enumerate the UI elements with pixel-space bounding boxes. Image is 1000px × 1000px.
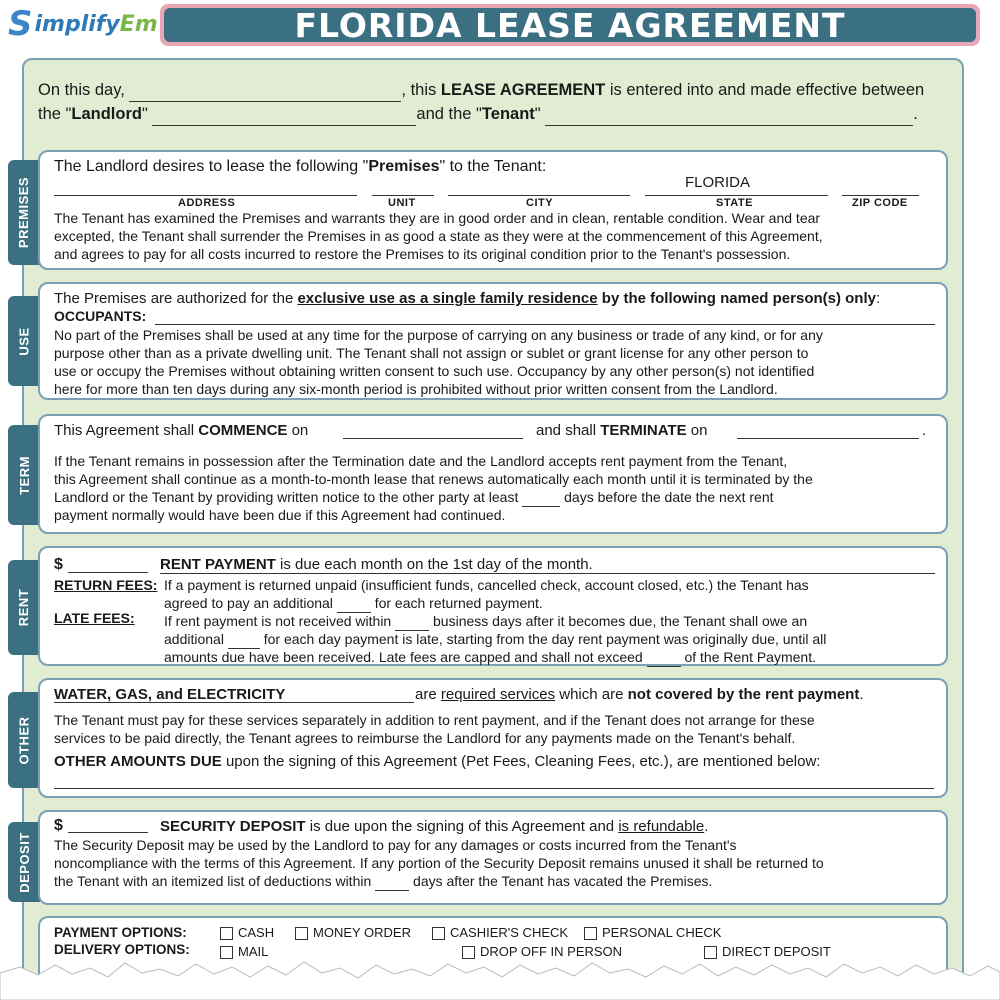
cash-checkbox[interactable] (220, 927, 233, 940)
payment-options-label: PAYMENT OPTIONS: (54, 925, 187, 940)
page-title: FLORIDA LEASE AGREEMENT (294, 5, 846, 45)
text: The Premises are authorized for the (54, 290, 298, 307)
text: DIRECT DEPOSIT (722, 944, 831, 959)
use-section (38, 282, 948, 400)
commence-date-field[interactable] (343, 438, 523, 439)
text: upon the signing of this Agreement (Pet Fees, Cleaning Fees, etc.), are mentioned below: (221, 753, 821, 770)
text: is due upon the signing of this Agreement and (305, 818, 619, 835)
other-text-1: The Tenant must pay for these services separately in addition to rent payment, and if the Tenant does not arrange for these (54, 712, 815, 728)
commence-label: COMMENCE (198, 422, 288, 439)
rent-section (38, 546, 948, 666)
deposit-return-days-field[interactable] (375, 877, 409, 891)
tab-term (8, 425, 40, 525)
term-terminate (536, 422, 707, 440)
tab-rent (8, 560, 40, 655)
option-cashiers-check[interactable] (432, 924, 568, 942)
other-amounts-label: OTHER AMOUNTS DUE (54, 753, 222, 770)
tab-label: RENT (16, 588, 32, 627)
state-label: STATE (716, 197, 753, 209)
return-fee-field[interactable] (337, 599, 371, 613)
refundable: is refundable (618, 818, 705, 835)
deposit-section (38, 810, 948, 905)
premises-text-1: The Tenant has examined the Premises and warrants they are in good order and in clean, rentable condition. Wear and tear (54, 210, 821, 226)
deposit-text (160, 818, 708, 836)
tab-label: TERM (16, 455, 32, 495)
use-text-2: purpose other than as a private dwelling unit. The Tenant shall not assign or sublet or grant license for any other person to (54, 345, 809, 361)
other-amounts (54, 753, 820, 771)
tab-other (8, 692, 40, 788)
address-label: ADDRESS (178, 197, 236, 209)
text: . (859, 686, 864, 703)
late-text-1 (164, 613, 807, 631)
landlord-name-field[interactable] (152, 108, 416, 126)
term-intro (54, 422, 308, 440)
intro-paragraph (38, 78, 953, 126)
text: which are (555, 686, 628, 703)
term-text-3 (54, 489, 774, 507)
deposit-text-1: The Security Deposit may be used by the Landlord to pay for any damages or costs incurred from the Tenant's (54, 837, 737, 853)
logo-wordmark (35, 12, 158, 37)
rent-payment-text (160, 556, 593, 574)
text: MONEY ORDER (313, 925, 411, 940)
text: is due each month on the 1st day of the month. (275, 556, 593, 573)
unit-label: UNIT (388, 197, 416, 209)
intro-landlord: Landlord (71, 105, 142, 123)
simplifyem-logo (8, 6, 158, 42)
intro-text: , this (401, 81, 441, 99)
text: CASHIER'S CHECK (450, 925, 569, 940)
return-fees-label: RETURN FEES: (54, 577, 158, 593)
text: agreed to pay an additional (164, 595, 333, 611)
tab-label: DEPOSIT (16, 831, 32, 893)
late-text-2 (164, 631, 826, 649)
text: the Tenant with an itemized list of deductions within (54, 873, 372, 889)
tab-deposit (8, 822, 40, 902)
intro-text: and the " (416, 105, 482, 123)
late-fees-label: LATE FEES: (54, 610, 135, 626)
intro-text: " (141, 105, 148, 123)
other-amounts-field[interactable] (54, 788, 934, 789)
use-text-3: use or occupy the Premises without obtaining written consent to such use. Occupancy by any other person(s) not identified (54, 363, 815, 379)
text: days after the Tenant has vacated the Premises. (413, 873, 713, 889)
return-text-2 (164, 595, 543, 613)
terminate-label: TERMINATE (600, 422, 687, 439)
deposit-amount-field[interactable] (68, 832, 148, 833)
not-covered: not covered by the rent payment (627, 686, 860, 703)
term-section (38, 414, 948, 534)
late-fee-field[interactable] (228, 635, 260, 649)
text: This Agreement shall (54, 422, 199, 439)
use-exclusive: exclusive use as a single family residence (297, 290, 598, 307)
logo-s-mark: S (8, 4, 33, 44)
rent-dollar: $ (54, 556, 63, 573)
text: Landlord or the Tenant by providing written notice to the other party at least (54, 489, 519, 505)
option-personal-check[interactable] (584, 924, 721, 942)
term-period: . (922, 422, 927, 439)
text: . (704, 818, 709, 835)
text: additional (164, 631, 224, 647)
text: If rent payment is not received within (164, 613, 392, 629)
deposit-text-2: noncompliance with the terms of this Agreement. If any portion of the Security Deposit remains unused it shall be returned to (54, 855, 824, 871)
late-text-3 (164, 649, 816, 667)
other-section (38, 678, 948, 798)
intro-text: the " (38, 105, 72, 123)
city-field[interactable] (448, 195, 630, 196)
text: for each returned payment. (374, 595, 543, 611)
text: CASH (238, 925, 275, 940)
other-text-2: services to be paid directly, the Tenant agrees to reimburse the Landlord for any payments made on the Tenant's behalf. (54, 730, 796, 746)
grace-days-field[interactable] (395, 617, 429, 631)
logo-text-b: Em (119, 11, 158, 37)
deposit-text-3 (54, 873, 712, 891)
return-text-1: If a payment is returned unpaid (insufficient funds, cancelled check, account closed, etc.) the Tenant has (164, 577, 809, 593)
text: are (415, 686, 441, 703)
intro-line-2 (38, 102, 953, 126)
zip-field[interactable] (842, 195, 919, 196)
intro-lease-agreement: LEASE AGREEMENT (440, 81, 606, 99)
intro-line-1 (38, 78, 953, 102)
intro-text: . (913, 105, 918, 123)
option-cash[interactable] (220, 924, 274, 942)
premises-bold: Premises (368, 158, 440, 175)
security-deposit-label: SECURITY DEPOSIT (160, 818, 306, 835)
term-text-4: payment normally would have been due if this Agreement had continued. (54, 507, 506, 523)
utilities-label: WATER, GAS, and ELECTRICITY (54, 686, 286, 703)
title-bar-inner (164, 5, 976, 45)
intro-text: is entered into and made effective between (605, 81, 925, 99)
terminate-date-field[interactable] (737, 438, 919, 439)
utilities-text (54, 686, 285, 704)
money-order-checkbox[interactable] (295, 927, 308, 940)
tab-premises (8, 160, 40, 265)
text: : (875, 290, 881, 307)
city-label: CITY (526, 197, 554, 209)
text: on (287, 422, 309, 439)
zip-label: ZIP CODE (852, 197, 908, 209)
state-value[interactable]: FLORIDA (685, 174, 751, 191)
delivery-options-label: DELIVERY OPTIONS: (54, 942, 190, 957)
premises-section (38, 150, 948, 270)
intro-text: On this day, (38, 81, 125, 99)
cashiers-check-checkbox[interactable] (432, 927, 445, 940)
use-bold: by the following named person(s) only (597, 290, 876, 307)
address-field[interactable] (54, 195, 357, 196)
occupants-label: OCCUPANTS: (54, 308, 147, 324)
text: " to the Tenant: (439, 158, 547, 175)
utilities-underline (54, 702, 414, 703)
term-text-2: this Agreement shall continue as a month-to-month lease that renews automatically each month until it is terminated by the (54, 471, 813, 487)
rent-payment-label: RENT PAYMENT (160, 556, 276, 573)
deposit-dollar: $ (54, 817, 63, 834)
rent-underline (160, 573, 935, 574)
term-text-1: If the Tenant remains in possession after the Termination date and the Landlord accepts rent payment from the Tenant, (54, 453, 788, 469)
notice-days-field[interactable] (522, 493, 560, 507)
use-text-4: here for more than ten days during any six-month period is prohibited without prior written consent from the Landlord. (54, 381, 778, 397)
date-field[interactable] (129, 84, 401, 102)
torn-paper-edge (0, 955, 1000, 1000)
option-money-order[interactable] (295, 924, 411, 942)
text: of the Rent Payment. (684, 649, 816, 665)
text: MAIL (238, 944, 269, 959)
text: amounts due have been received. Late fees are capped and shall not exceed (164, 649, 643, 665)
use-text-1: No part of the Premises shall be used at any time for the purpose of carrying on any business or trade of any kind, or for any (54, 327, 823, 343)
required-services: required services (440, 686, 556, 703)
unit-field[interactable] (372, 195, 434, 196)
personal-check-checkbox[interactable] (584, 927, 597, 940)
utilities-required (415, 686, 864, 704)
state-field[interactable] (645, 195, 828, 196)
text: The Landlord desires to lease the following " (54, 158, 369, 175)
premises-text-3: and agrees to pay for all costs incurred to restore the Premises to its original condition prior to the Tenant's possession. (54, 246, 791, 262)
use-intro (54, 290, 880, 308)
logo-text-a: implify (34, 11, 120, 37)
text: and shall (536, 422, 601, 439)
text: PERSONAL CHECK (602, 925, 722, 940)
intro-text: " (534, 105, 541, 123)
text: DROP OFF IN PERSON (480, 944, 623, 959)
intro-tenant: Tenant (481, 105, 535, 123)
late-fee-cap-field[interactable] (647, 653, 681, 667)
text: on (686, 422, 708, 439)
premises-intro (54, 158, 546, 176)
tab-label: OTHER (16, 716, 32, 764)
tab-use (8, 296, 40, 386)
text: days before the date the next rent (564, 489, 774, 505)
tenant-name-field[interactable] (545, 108, 913, 126)
rent-amount-field[interactable] (68, 572, 148, 573)
tab-label: PREMISES (16, 176, 32, 249)
premises-text-2: excepted, the Tenant shall surrender the Premises in as good a state as they were at the commencement of this Agreement, (54, 228, 823, 244)
tab-label: USE (16, 326, 32, 356)
occupants-field[interactable] (155, 324, 935, 325)
text: business days after it becomes due, the Tenant shall owe an (433, 613, 808, 629)
text: for each day payment is late, starting from the day rent payment was originally due, until all (263, 631, 827, 647)
title-bar (160, 4, 980, 46)
